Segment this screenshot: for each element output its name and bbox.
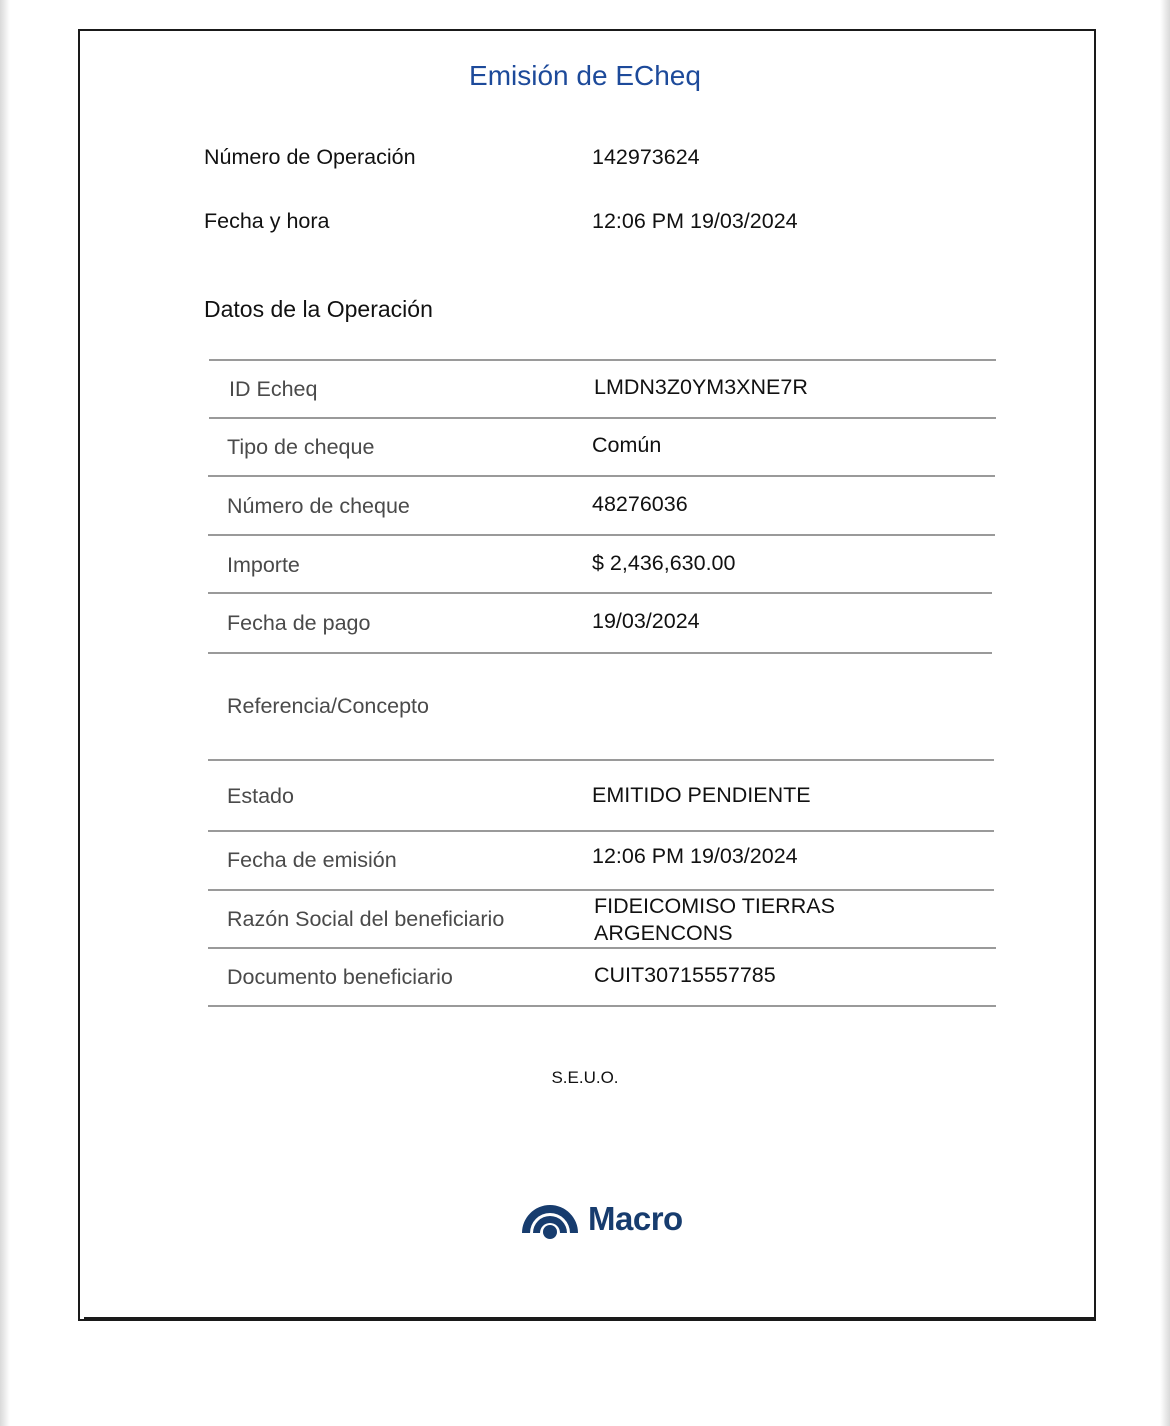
status-value: EMITIDO PENDIENTE	[592, 783, 811, 807]
table-divider	[208, 592, 992, 594]
check-type-label: Tipo de cheque	[227, 435, 375, 459]
id-echeq-label: ID Echeq	[229, 377, 318, 401]
status-label: Estado	[227, 784, 294, 808]
page-edge-right	[1160, 0, 1170, 1426]
receipt-frame-bottom-line	[84, 1317, 1096, 1319]
table-divider	[208, 947, 996, 949]
section-title: Datos de la Operación	[204, 296, 433, 322]
seuo-note: S.E.U.O.	[551, 1068, 619, 1087]
table-divider	[208, 534, 995, 536]
table-divider	[208, 830, 994, 832]
beneficiary-name-value-line1: FIDEICOMISO TIERRAS	[594, 894, 835, 918]
beneficiary-name-label: Razón Social del beneficiario	[227, 907, 505, 931]
amount-label: Importe	[227, 553, 300, 577]
issue-date-value: 12:06 PM 19/03/2024	[592, 844, 798, 868]
operation-number-value: 142973624	[592, 145, 700, 169]
table-divider	[208, 1005, 996, 1007]
date-time-value: 12:06 PM 19/03/2024	[592, 209, 798, 233]
amount-value: $ 2,436,630.00	[592, 551, 736, 575]
macro-logo	[520, 1196, 683, 1242]
payment-date-value: 19/03/2024	[592, 609, 700, 633]
beneficiary-document-value: CUIT30715557785	[594, 963, 776, 987]
issue-date-label: Fecha de emisión	[227, 848, 397, 872]
macro-logo-text: Macro	[588, 1200, 683, 1237]
table-divider	[208, 475, 995, 477]
id-echeq-value: LMDN3Z0YM3XNE7R	[594, 375, 808, 399]
payment-date-label: Fecha de pago	[227, 611, 371, 635]
beneficiary-name-value-line2: ARGENCONS	[594, 921, 733, 945]
date-time-label: Fecha y hora	[204, 209, 330, 233]
page-edge-left	[0, 0, 10, 1426]
check-number-label: Número de cheque	[227, 494, 410, 518]
table-divider	[208, 759, 994, 761]
check-number-value: 48276036	[592, 492, 688, 516]
beneficiary-document-label: Documento beneficiario	[227, 965, 453, 989]
table-divider	[209, 417, 996, 419]
check-type-value: Común	[592, 433, 662, 457]
reference-label: Referencia/Concepto	[227, 694, 429, 718]
macro-logo-icon	[520, 1197, 580, 1241]
operation-number-row	[204, 145, 700, 170]
table-divider	[209, 359, 996, 361]
operation-number-label: Número de Operación	[204, 145, 416, 169]
date-time-row	[204, 209, 798, 234]
table-divider	[208, 652, 992, 654]
table-divider	[208, 889, 994, 891]
document-title: Emisión de ECheq	[469, 60, 701, 91]
